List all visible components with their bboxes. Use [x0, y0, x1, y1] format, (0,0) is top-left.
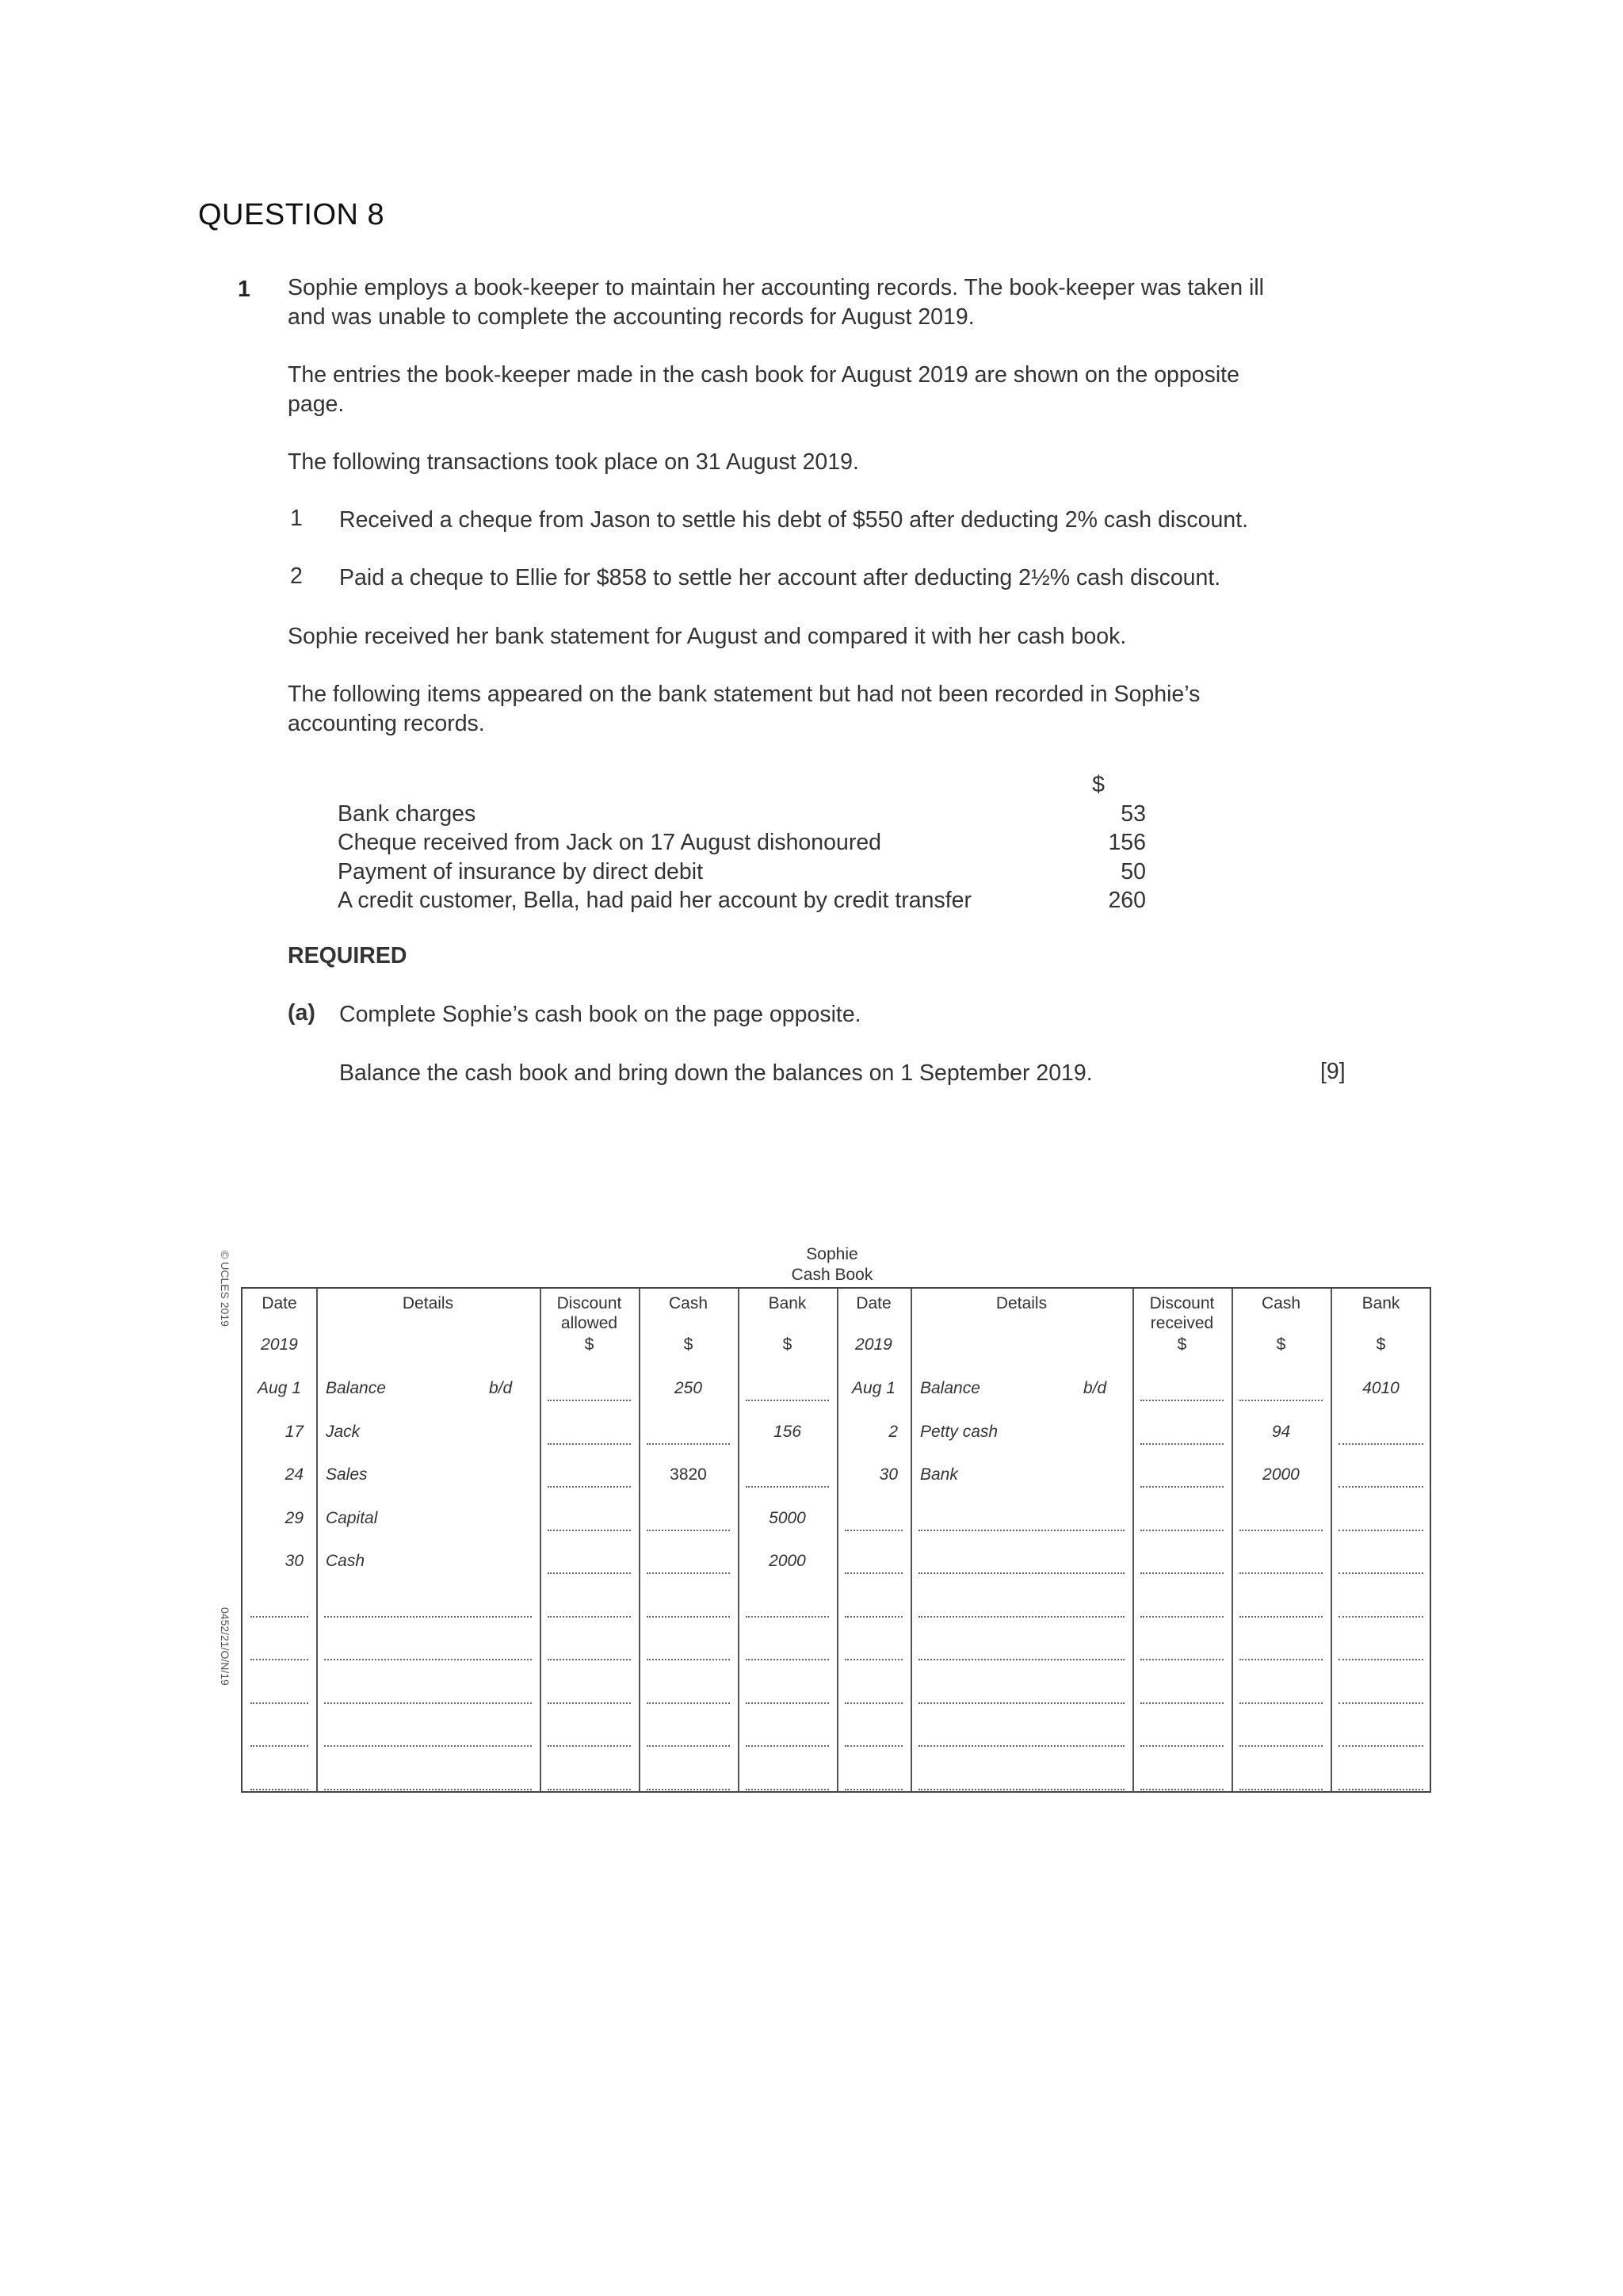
answer-line[interactable] [1239, 1400, 1323, 1401]
statement-item-amount: 260 [1108, 888, 1146, 913]
answer-line[interactable] [746, 1400, 829, 1401]
answer-line[interactable] [250, 1745, 308, 1747]
column-divider [1132, 1289, 1134, 1791]
answer-line[interactable] [1140, 1745, 1224, 1747]
cashbook-name: Cash Book [791, 1266, 873, 1284]
credit-row-details: Petty cash [920, 1422, 999, 1441]
credit-discount-header-line2: received [1150, 1314, 1214, 1332]
debit-row-details: Balance [326, 1379, 386, 1397]
debit-row-bank: 5000 [769, 1508, 806, 1527]
credit-bank-header: Bank [1361, 1294, 1400, 1312]
answer-line[interactable] [250, 1702, 308, 1704]
answer-line[interactable] [1239, 1616, 1323, 1618]
answer-line[interactable] [647, 1789, 730, 1790]
reference-line-1: The entries the book-keeper made in the cash book for August 2019 are shown on the opposite [288, 362, 1239, 388]
credit-cash-currency: $ [1276, 1335, 1286, 1354]
answer-line[interactable] [647, 1443, 730, 1445]
question-heading: QUESTION 8 [198, 198, 385, 231]
answer-line[interactable] [1338, 1443, 1423, 1445]
answer-line[interactable] [647, 1659, 730, 1660]
answer-line[interactable] [918, 1789, 1125, 1790]
credit-row-date: 2 [888, 1422, 898, 1441]
statement-item-label: A credit customer, Bella, had paid her account by credit transfer [338, 888, 972, 913]
answer-line[interactable] [918, 1659, 1125, 1660]
debit-bank-header: Bank [768, 1294, 807, 1312]
answer-line[interactable] [845, 1530, 903, 1531]
answer-line[interactable] [918, 1702, 1125, 1704]
credit-row-bank: 4010 [1362, 1379, 1400, 1397]
answer-line[interactable] [746, 1702, 829, 1704]
debit-row-date: 24 [285, 1465, 304, 1484]
debit-discount-header: Discount [556, 1294, 622, 1312]
unrecorded-items-paragraph [288, 680, 1358, 739]
answer-line[interactable] [1338, 1486, 1423, 1488]
answer-line[interactable] [548, 1659, 631, 1660]
answer-line[interactable] [548, 1702, 631, 1704]
answer-line[interactable] [324, 1659, 532, 1660]
answer-line[interactable] [1239, 1530, 1323, 1531]
answer-line[interactable] [1140, 1616, 1224, 1618]
answer-line[interactable] [918, 1745, 1125, 1747]
answer-line[interactable] [1140, 1486, 1224, 1488]
part-a-instruction-1: Complete Sophie’s cash book on the page opposite. [339, 1002, 861, 1027]
currency-row [338, 770, 1146, 800]
answer-line[interactable] [324, 1702, 532, 1704]
question-number: 1 [238, 277, 250, 302]
answer-line[interactable] [548, 1616, 631, 1618]
debit-cash-header: Cash [668, 1294, 708, 1312]
intro-paragraph [288, 273, 1358, 332]
answer-line[interactable] [250, 1616, 308, 1618]
column-divider [639, 1289, 640, 1791]
transaction-text: Paid a cheque to Ellie for $858 to settle her account after deducting 2½% cash discount. [339, 565, 1221, 590]
cash-book-table [241, 1287, 1431, 1793]
answer-line[interactable] [918, 1572, 1125, 1574]
answer-line[interactable] [746, 1789, 829, 1790]
column-divider [1331, 1289, 1332, 1791]
answer-line[interactable] [1140, 1443, 1224, 1445]
credit-row-cash: 94 [1271, 1422, 1291, 1441]
credit-date-header: Date [856, 1294, 892, 1312]
intro-line-2: and was unable to complete the accounting records for August 2019. [288, 304, 975, 330]
credit-bank-currency: $ [1376, 1335, 1386, 1354]
cashbook-owner: Sophie [806, 1245, 858, 1263]
answer-line[interactable] [746, 1659, 829, 1660]
answer-line[interactable] [1140, 1659, 1224, 1660]
transaction-number: 2 [290, 563, 303, 589]
column-divider [540, 1289, 541, 1791]
statement-item-amount: 53 [1121, 800, 1146, 827]
answer-line[interactable] [548, 1443, 631, 1445]
unrecorded-line-1: The following items appeared on the bank statement but had not been recorded in Sophie’s [288, 682, 1201, 707]
statement-item-amount: 156 [1108, 830, 1146, 855]
part-a-instruction-2: Balance the cash book and bring down the balances on 1 September 2019. [339, 1060, 1093, 1086]
answer-line[interactable] [324, 1745, 532, 1747]
cashbook-title [713, 1244, 951, 1286]
statement-item-label: Bank charges [338, 800, 476, 827]
credit-discount-currency: $ [1177, 1335, 1187, 1354]
answer-line[interactable] [324, 1789, 532, 1790]
debit-year-label: 2019 [261, 1335, 298, 1354]
credit-details-header: Details [995, 1294, 1048, 1312]
answer-line[interactable] [548, 1745, 631, 1747]
debit-cash-currency: $ [683, 1335, 693, 1354]
answer-line[interactable] [1140, 1400, 1224, 1401]
answer-line[interactable] [1338, 1745, 1423, 1747]
answer-line[interactable] [845, 1572, 903, 1574]
column-divider [837, 1289, 838, 1791]
unrecorded-line-2: accounting records. [288, 711, 485, 736]
answer-line[interactable] [845, 1702, 903, 1704]
statement-item-amount: 50 [1121, 858, 1146, 884]
debit-bank-currency: $ [782, 1335, 792, 1354]
answer-line[interactable] [647, 1616, 730, 1618]
answer-line[interactable] [324, 1616, 532, 1618]
transaction-text: Received a cheque from Jason to settle his debt of $550 after deducting 2% cash discount. [339, 507, 1249, 533]
answer-line[interactable] [647, 1530, 730, 1531]
debit-discount-currency: $ [584, 1335, 594, 1354]
answer-line[interactable] [746, 1745, 829, 1747]
statement-item-label: Payment of insurance by direct debit [338, 858, 703, 884]
answer-line[interactable] [1338, 1530, 1423, 1531]
debit-row-bank: 156 [773, 1422, 802, 1441]
answer-line[interactable] [918, 1616, 1125, 1618]
answer-line[interactable] [250, 1659, 308, 1660]
credit-row-date: Aug 1 [852, 1379, 896, 1397]
statement-item-row [338, 800, 1146, 829]
answer-line[interactable] [548, 1400, 631, 1401]
currency-symbol: $ [1092, 772, 1105, 797]
credit-discount-header: Discount [1149, 1294, 1215, 1312]
answer-line[interactable] [1239, 1702, 1323, 1704]
answer-line[interactable] [1140, 1530, 1224, 1531]
answer-line[interactable] [1239, 1572, 1323, 1574]
answer-line[interactable] [250, 1789, 308, 1790]
answer-line[interactable] [746, 1616, 829, 1618]
copyright-margin-text: © UCLES 2019 [219, 1251, 231, 1327]
credit-row-cash: 2000 [1262, 1465, 1300, 1484]
answer-line[interactable] [1239, 1745, 1323, 1747]
reference-line-2: page. [288, 392, 345, 417]
debit-row-date: 17 [285, 1422, 304, 1441]
debit-date-header: Date [262, 1294, 297, 1312]
answer-line[interactable] [1338, 1702, 1423, 1704]
answer-line[interactable] [746, 1486, 829, 1488]
answer-line[interactable] [845, 1789, 903, 1790]
answer-line[interactable] [647, 1702, 730, 1704]
statement-item-row [338, 886, 1146, 915]
debit-row-cash: 3820 [670, 1465, 707, 1484]
debit-row-details: Capital [326, 1508, 378, 1527]
answer-line[interactable] [1239, 1789, 1323, 1790]
debit-row-cash: 250 [674, 1379, 703, 1397]
answer-line[interactable] [647, 1745, 730, 1747]
answer-line[interactable] [845, 1659, 903, 1660]
paper-code-margin-text: 0452/21/O/N/19 [219, 1607, 231, 1686]
column-divider [1232, 1289, 1233, 1791]
answer-line[interactable] [1140, 1572, 1224, 1574]
debit-discount-header-line2: allowed [560, 1314, 618, 1332]
answer-line[interactable] [548, 1530, 631, 1531]
credit-row-details: Bank [920, 1465, 958, 1484]
credit-row-folio: b/d [1083, 1379, 1107, 1397]
column-divider [738, 1289, 739, 1791]
statement-item-label: Cheque received from Jack on 17 August dishonoured [338, 830, 882, 855]
credit-row-date: 30 [879, 1465, 898, 1484]
marks-allocation: [9] [1320, 1059, 1346, 1084]
debit-row-date: Aug 1 [258, 1379, 301, 1397]
statement-item-row [338, 828, 1146, 858]
debit-row-details: Jack [326, 1422, 361, 1441]
answer-line[interactable] [548, 1486, 631, 1488]
intro-line-1: Sophie employs a book-keeper to maintain her accounting records. The book-keeper was taken ill [288, 275, 1264, 300]
debit-details-header: Details [402, 1294, 454, 1312]
statement-item-row [338, 858, 1146, 887]
answer-line[interactable] [1338, 1659, 1423, 1660]
answer-line[interactable] [1338, 1789, 1423, 1790]
transaction-number: 1 [290, 506, 303, 531]
answer-line[interactable] [647, 1572, 730, 1574]
answer-line[interactable] [1239, 1659, 1323, 1660]
debit-row-date: 30 [285, 1552, 304, 1570]
debit-row-folio: b/d [489, 1379, 513, 1397]
bank-statement-paragraph: Sophie received her bank statement for August and compared it with her cash book. [288, 624, 1127, 649]
answer-line[interactable] [845, 1616, 903, 1618]
debit-row-bank: 2000 [769, 1552, 806, 1570]
answer-line[interactable] [918, 1530, 1125, 1531]
credit-cash-header: Cash [1261, 1294, 1301, 1312]
transactions-intro: The following transactions took place on 31 August 2019. [288, 449, 859, 475]
column-divider [316, 1289, 318, 1791]
answer-line[interactable] [1140, 1789, 1224, 1790]
bank-statement-items [338, 770, 1146, 915]
credit-year-label: 2019 [855, 1335, 892, 1354]
answer-line[interactable] [1338, 1616, 1423, 1618]
debit-row-details: Sales [326, 1465, 368, 1484]
debit-row-date: 29 [285, 1508, 304, 1527]
credit-row-details: Balance [920, 1379, 980, 1397]
answer-line[interactable] [1140, 1702, 1224, 1704]
part-a-label: (a) [288, 1000, 315, 1026]
answer-line[interactable] [845, 1745, 903, 1747]
answer-line[interactable] [548, 1572, 631, 1574]
required-heading: REQUIRED [288, 943, 407, 968]
column-divider [911, 1289, 912, 1791]
cashbook-reference-paragraph [288, 361, 1358, 419]
answer-line[interactable] [1338, 1572, 1423, 1574]
answer-line[interactable] [548, 1789, 631, 1790]
debit-row-details: Cash [326, 1552, 365, 1570]
